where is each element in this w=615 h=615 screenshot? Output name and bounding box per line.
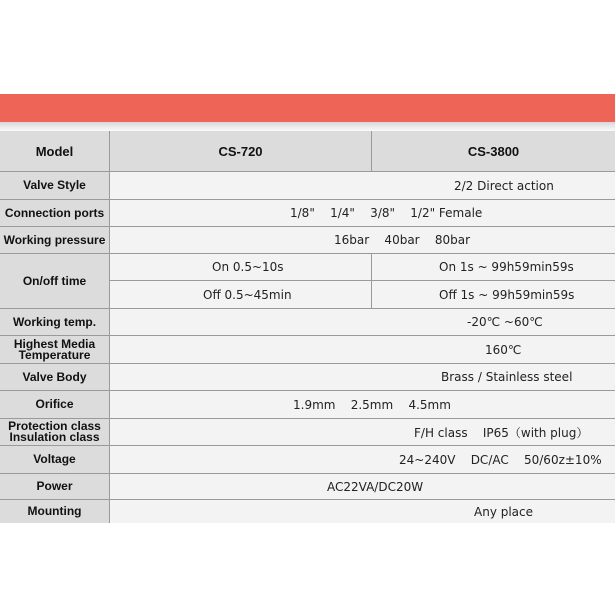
power-value: AC22VA/DC20W (110, 474, 615, 499)
row-working-pressure (0, 227, 615, 253)
protection-class-label (0, 419, 110, 445)
cs3800-on-value: On 1s ~ 99h59min59s (372, 254, 615, 280)
insulation-class-label-line2: Insulation class (9, 430, 100, 444)
cs3800-off-value: Off 1s ~ 99h59min59s (372, 281, 615, 308)
mounting-label: Mounting (0, 500, 110, 523)
connection-ports-value: 1/8" 1/4" 3/8" 1/2" Female (110, 200, 615, 226)
protection-class-label-line1: Protection class (8, 419, 101, 433)
valve-style-value: 2/2 Direct action (110, 172, 615, 199)
working-temp-value: -20℃ ~60℃ (110, 309, 615, 335)
col-header-cs3800: CS-3800 (372, 131, 615, 171)
red-banner (0, 94, 615, 122)
working-pressure-value: 16bar 40bar 80bar (110, 227, 615, 253)
row-power (0, 474, 615, 499)
col-header-cs720: CS-720 (110, 131, 371, 171)
row-highest-media-temp (0, 336, 615, 363)
orifice-value: 1.9mm 2.5mm 4.5mm (110, 391, 615, 418)
mounting-value: Any place (110, 500, 615, 523)
power-label: Power (0, 474, 110, 499)
valve-body-value: Brass / Stainless steel (110, 364, 615, 390)
highest-media-temp-label-line2: Temperature (18, 347, 91, 362)
row-protection-class (0, 419, 615, 445)
header-row (0, 131, 615, 171)
onoff-time-label: On/off time (0, 254, 110, 308)
connection-ports-label: Connection ports (0, 200, 110, 226)
spec-table (0, 131, 615, 523)
highest-media-temp-label (0, 336, 110, 363)
valve-style-label: Valve Style (0, 172, 110, 199)
row-mounting (0, 500, 615, 523)
orifice-label: Orifice (0, 391, 110, 418)
highest-media-temp-value: 160℃ (110, 336, 615, 363)
row-working-temp (0, 309, 615, 335)
row-voltage (0, 446, 615, 473)
cs720-off-value: Off 0.5~45min (110, 281, 371, 308)
row-connection-ports (0, 200, 615, 226)
cs720-on-value: On 0.5~10s (110, 254, 371, 280)
row-valve-style (0, 172, 615, 199)
row-onoff-time (0, 254, 615, 308)
working-pressure-label: Working pressure (0, 227, 110, 253)
valve-body-label: Valve Body (0, 364, 110, 390)
working-temp-label: Working temp. (0, 309, 110, 335)
voltage-label: Voltage (0, 446, 110, 473)
header-divider (371, 131, 372, 171)
row-valve-body (0, 364, 615, 390)
onoff-inner-divider (110, 280, 615, 281)
onoff-divider (371, 254, 372, 308)
protection-class-value: F/H class IP65（with plug） (110, 419, 615, 445)
row-orifice (0, 391, 615, 418)
voltage-value: 24~240V DC/AC 50/60z±10% (110, 446, 615, 473)
highest-media-temp-label-line1: Highest Media (13, 336, 96, 351)
model-header: Model (0, 131, 110, 171)
